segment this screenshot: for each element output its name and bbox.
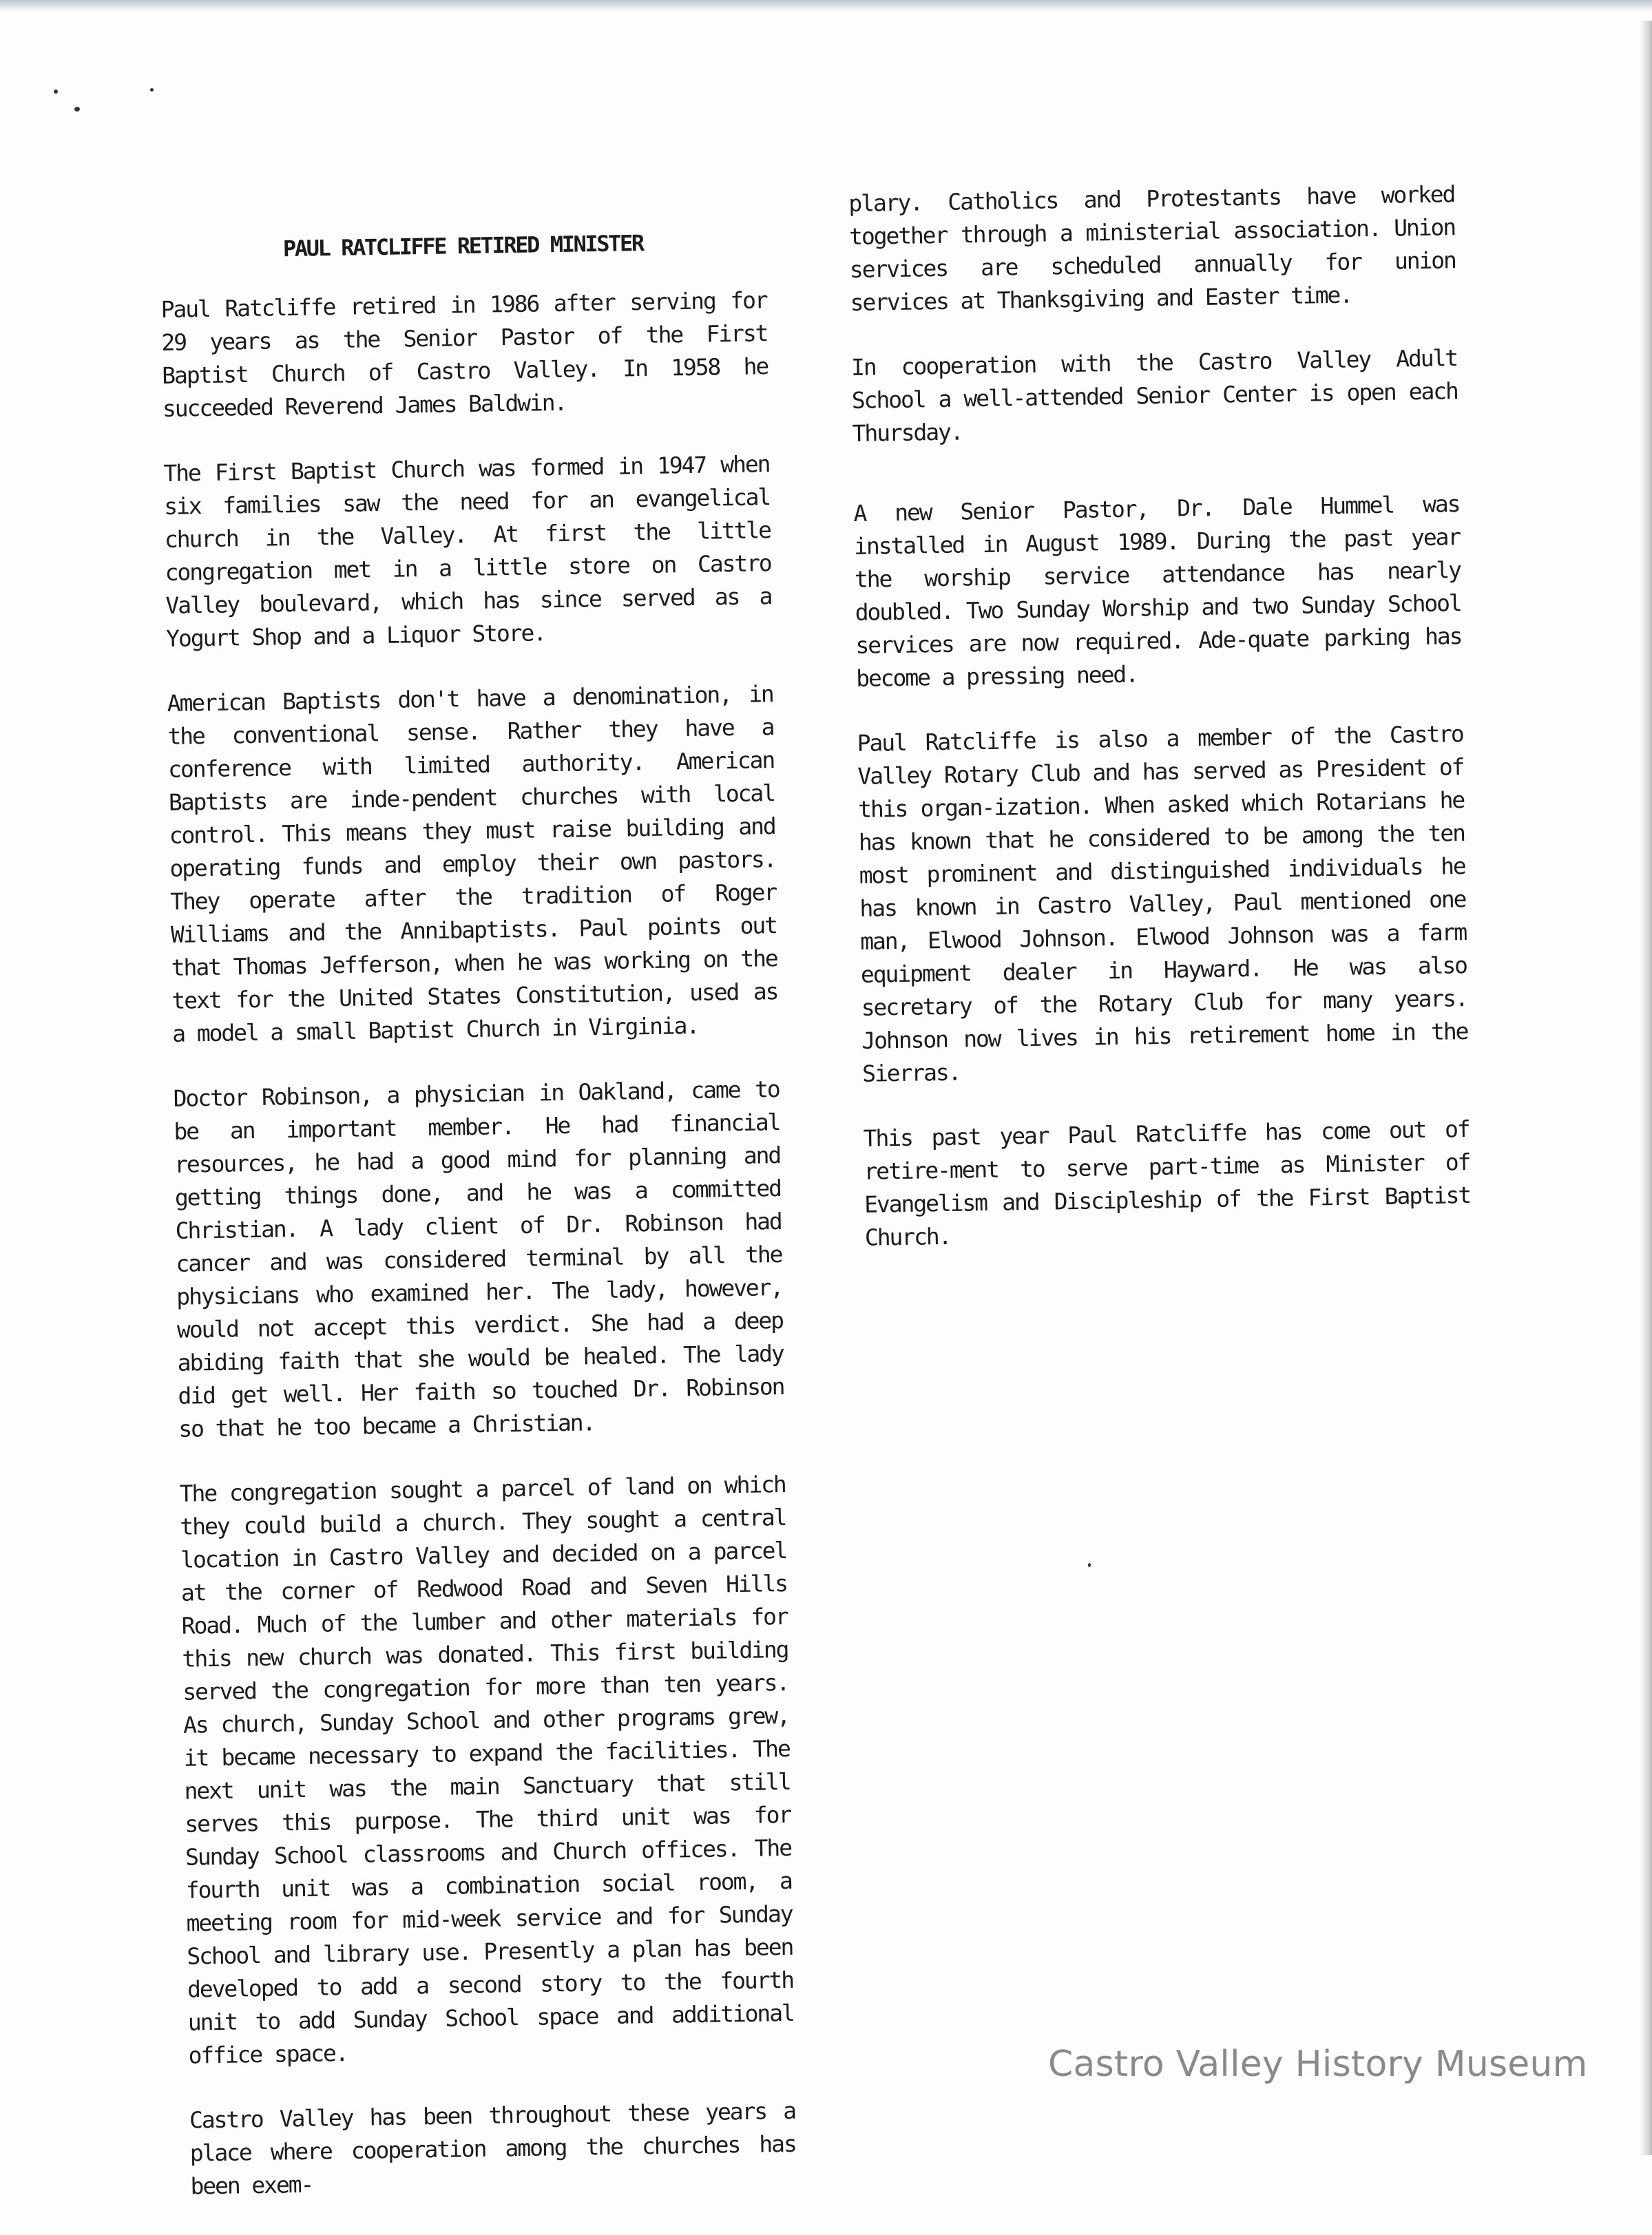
- right-column: [848, 178, 1472, 1286]
- paragraph: The First Baptist Church was formed in 1947 when six families saw the need for an evangelical church in the Valley. At first the little congregation met in a little store on Castro Valley boulevard, which has since served as a Yogurt Shop and a Liquor Store.: [163, 450, 772, 652]
- paragraph: In cooperation with the Castro Valley Adult School a well-attended Senior Center is open each Thursday.: [850, 344, 1458, 447]
- scan-top-edge: [0, 0, 1652, 12]
- paragraph: American Baptists don't have a denomination, in the conventional sense. Rather they have a conference with limited authority. American Baptists are inde-pendent churches with local control. This means they must raise building and operating funds and employ their own pastors. They operate after the tradition of Roger Williams and the Annibaptists. Paul points out that Thomas Jefferson, when he was working on the text for the United States Constitution, used as a model a small Baptist Church in Virginia.: [167, 680, 778, 1047]
- paragraph: Doctor Robinson, a physician in Oakland, came to be an important member. He had financial resources, he had a good mind for planning and getting things done, and he was a committed Christian. A lady client of Dr. Robinson had cancer and was considered terminal by all the physicians who examined her. The lady, however, would not accept this verdict. She had a deep abiding faith that she would be healed. The lady did get well. Her faith so touched Dr. Robinson so that he too became a Christian.: [173, 1075, 784, 1442]
- paragraph: Paul Ratcliffe is also a member of the Castro Valley Rotary Club and has served as President of this organ-ization. When asked which Rotarians he has known that he considered to be among the ten most prominent and distinguished individuals he has known in Castro Valley, Paul mentioned one man, Elwood Johnson. Elwood Johnson was a farm equipment dealer in Hayward. He was also secretary of the Rotary Club for many years. Johnson now lives in his retirement home in the Sierras.: [857, 720, 1468, 1087]
- paragraph: This past year Paul Ratcliffe has come out of retire-ment to serve part-time as Minister of Evangelism and Discipleship of the First Baptist Church.: [863, 1115, 1471, 1251]
- paragraph: Castro Valley has been throughout these years a place where cooperation among the churches has been exem-: [189, 2097, 796, 2200]
- scan-speck: [74, 107, 80, 112]
- scan-speck: [150, 88, 154, 92]
- scan-speck: [1088, 1563, 1091, 1567]
- scan-right-edge: [1640, 21, 1652, 2155]
- museum-watermark: Castro Valley History Museum: [1048, 2044, 1588, 2085]
- paragraph: Paul Ratcliffe retired in 1986 after serving for 29 years as the Senior Pastor of the First Baptist Church of Castro Valley. In 1958 he succeeded Reverend James Baldwin.: [160, 286, 769, 422]
- scan-speck: [54, 90, 58, 94]
- paragraph: plary. Catholics and Protestants have worked together through a ministerial association. Union services are scheduled annually for union services at Thanksgiving and Easter time.: [848, 180, 1456, 316]
- paragraph: A new Senior Pastor, Dr. Dale Hummel was installed in August 1989. During the past year the worship service attendance has nearly doubled. Two Sunday Worship and two Sunday School services are now required. Ade-quate parking has become a pressing need.: [853, 490, 1462, 692]
- left-column: [160, 224, 797, 2234]
- article-title: PAUL RATCLIFFE RETIRED MINISTER: [282, 229, 644, 262]
- paragraph: The congregation sought a parcel of land on which they could build a church. They sought a central location in Castro Valley and decided on a parcel at the corner of Redwood Road and Seven Hills Road. Much of the lumber and other materials for this new church was donated. This first building served the congregation for more than ten years. As church, Sunday School and other programs grew, it became necessary to expand the facilities. The next unit was the main Sanctuary that still serves this purpose. The third unit was for Sunday School classrooms and Church offices. The fourth unit was a combination social room, a meeting room for mid-week service and for Sunday School and library use. Presently a plan has been developed to add a second story to the fourth unit to add Sunday School space and additional office space.: [179, 1470, 794, 2069]
